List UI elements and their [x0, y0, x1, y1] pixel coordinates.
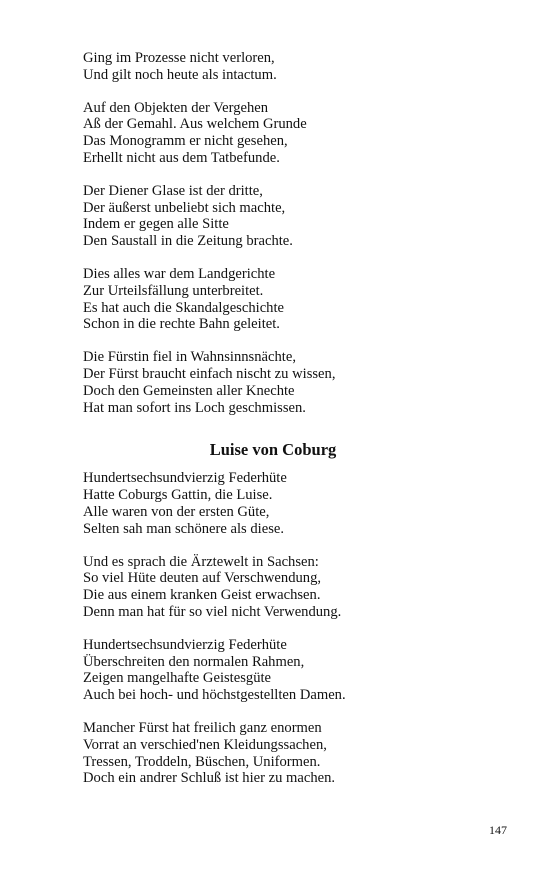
- verse-line: Zeigen mangelhafte Geistesgüte: [83, 670, 272, 687]
- verse-line: Die Fürstin fiel in Wahnsinnsnächte,: [83, 349, 296, 366]
- verse-line: Der äußerst unbeliebt sich machte,: [83, 199, 286, 216]
- verse-line: Zur Urteilsfällung unterbreitet.: [83, 282, 264, 299]
- stanza: [83, 266, 463, 333]
- verse-line: Dies alles war dem Landgerichte: [83, 265, 276, 282]
- verse-line: Den Saustall in die Zeitung brachte.: [83, 233, 293, 250]
- verse-line: Vorrat an verschied'nen Kleidungssachen,: [83, 736, 327, 753]
- stanza: [83, 470, 463, 537]
- text-column: [83, 50, 463, 787]
- verse-line: Die aus einem kranken Geist erwachsen.: [83, 587, 321, 604]
- stanza: [83, 50, 463, 84]
- stanza: [83, 720, 463, 787]
- verse-line: So viel Hüte deuten auf Verschwendung,: [83, 570, 322, 587]
- verse-line: Erhellt nicht aus dem Tatbefunde.: [83, 149, 280, 166]
- verse-line: Doch ein andrer Schluß ist hier zu machen.: [83, 770, 336, 787]
- verse-line: Auf den Objekten der Vergehen: [83, 99, 269, 116]
- poem-title: Luise von Coburg: [209, 440, 337, 460]
- stanza: [83, 183, 463, 250]
- verse-line: Und gilt noch heute als intactum.: [83, 66, 277, 83]
- verse-line: Mancher Fürst hat freilich ganz enormen: [83, 719, 322, 736]
- stanza: [83, 349, 463, 416]
- verse-line: Der Fürst braucht einfach nischt zu wissen,: [83, 365, 336, 382]
- verse-line: Überschreiten den normalen Rahmen,: [83, 653, 305, 670]
- verse-line: Aß der Gemahl. Aus welchem Grunde: [83, 116, 307, 133]
- stanza: [83, 100, 463, 167]
- verse-line: Der Diener Glase ist der dritte,: [83, 182, 263, 199]
- verse-line: Schon in die rechte Bahn geleitet.: [83, 316, 280, 333]
- verse-line: Selten sah man schönere als diese.: [83, 520, 285, 537]
- stanza: [83, 637, 463, 704]
- poem-luise-von-coburg: [83, 470, 463, 787]
- verse-line: Und es sprach die Ärztewelt in Sachsen:: [83, 553, 319, 570]
- verse-line: Denn man hat für so viel nicht Verwendung.: [83, 603, 342, 620]
- verse-line: Das Monogramm er nicht gesehen,: [83, 133, 288, 150]
- poem-continued: [83, 50, 463, 416]
- verse-line: Tressen, Troddeln, Büschen, Uniformen.: [83, 753, 321, 770]
- verse-line: Hat man sofort ins Loch geschmissen.: [83, 399, 306, 416]
- verse-line: Indem er gegen alle Sitte: [83, 216, 229, 233]
- verse-line: Auch bei hoch- und höchstgestellten Damen.: [83, 687, 346, 704]
- page-number: 147: [489, 823, 507, 837]
- verse-line: Ging im Prozesse nicht verloren,: [83, 50, 275, 66]
- verse-line: Alle waren von der ersten Güte,: [83, 503, 270, 520]
- verse-line: Doch den Gemeinsten aller Knechte: [83, 382, 295, 399]
- verse-line: Hundertsechsundvierzig Federhüte: [83, 470, 287, 487]
- verse-line: Es hat auch die Skandalgeschichte: [83, 299, 284, 316]
- verse-line: Hundertsechsundvierzig Federhüte: [83, 636, 287, 653]
- stanza: [83, 554, 463, 621]
- verse-line: Hatte Coburgs Gattin, die Luise.: [83, 487, 273, 504]
